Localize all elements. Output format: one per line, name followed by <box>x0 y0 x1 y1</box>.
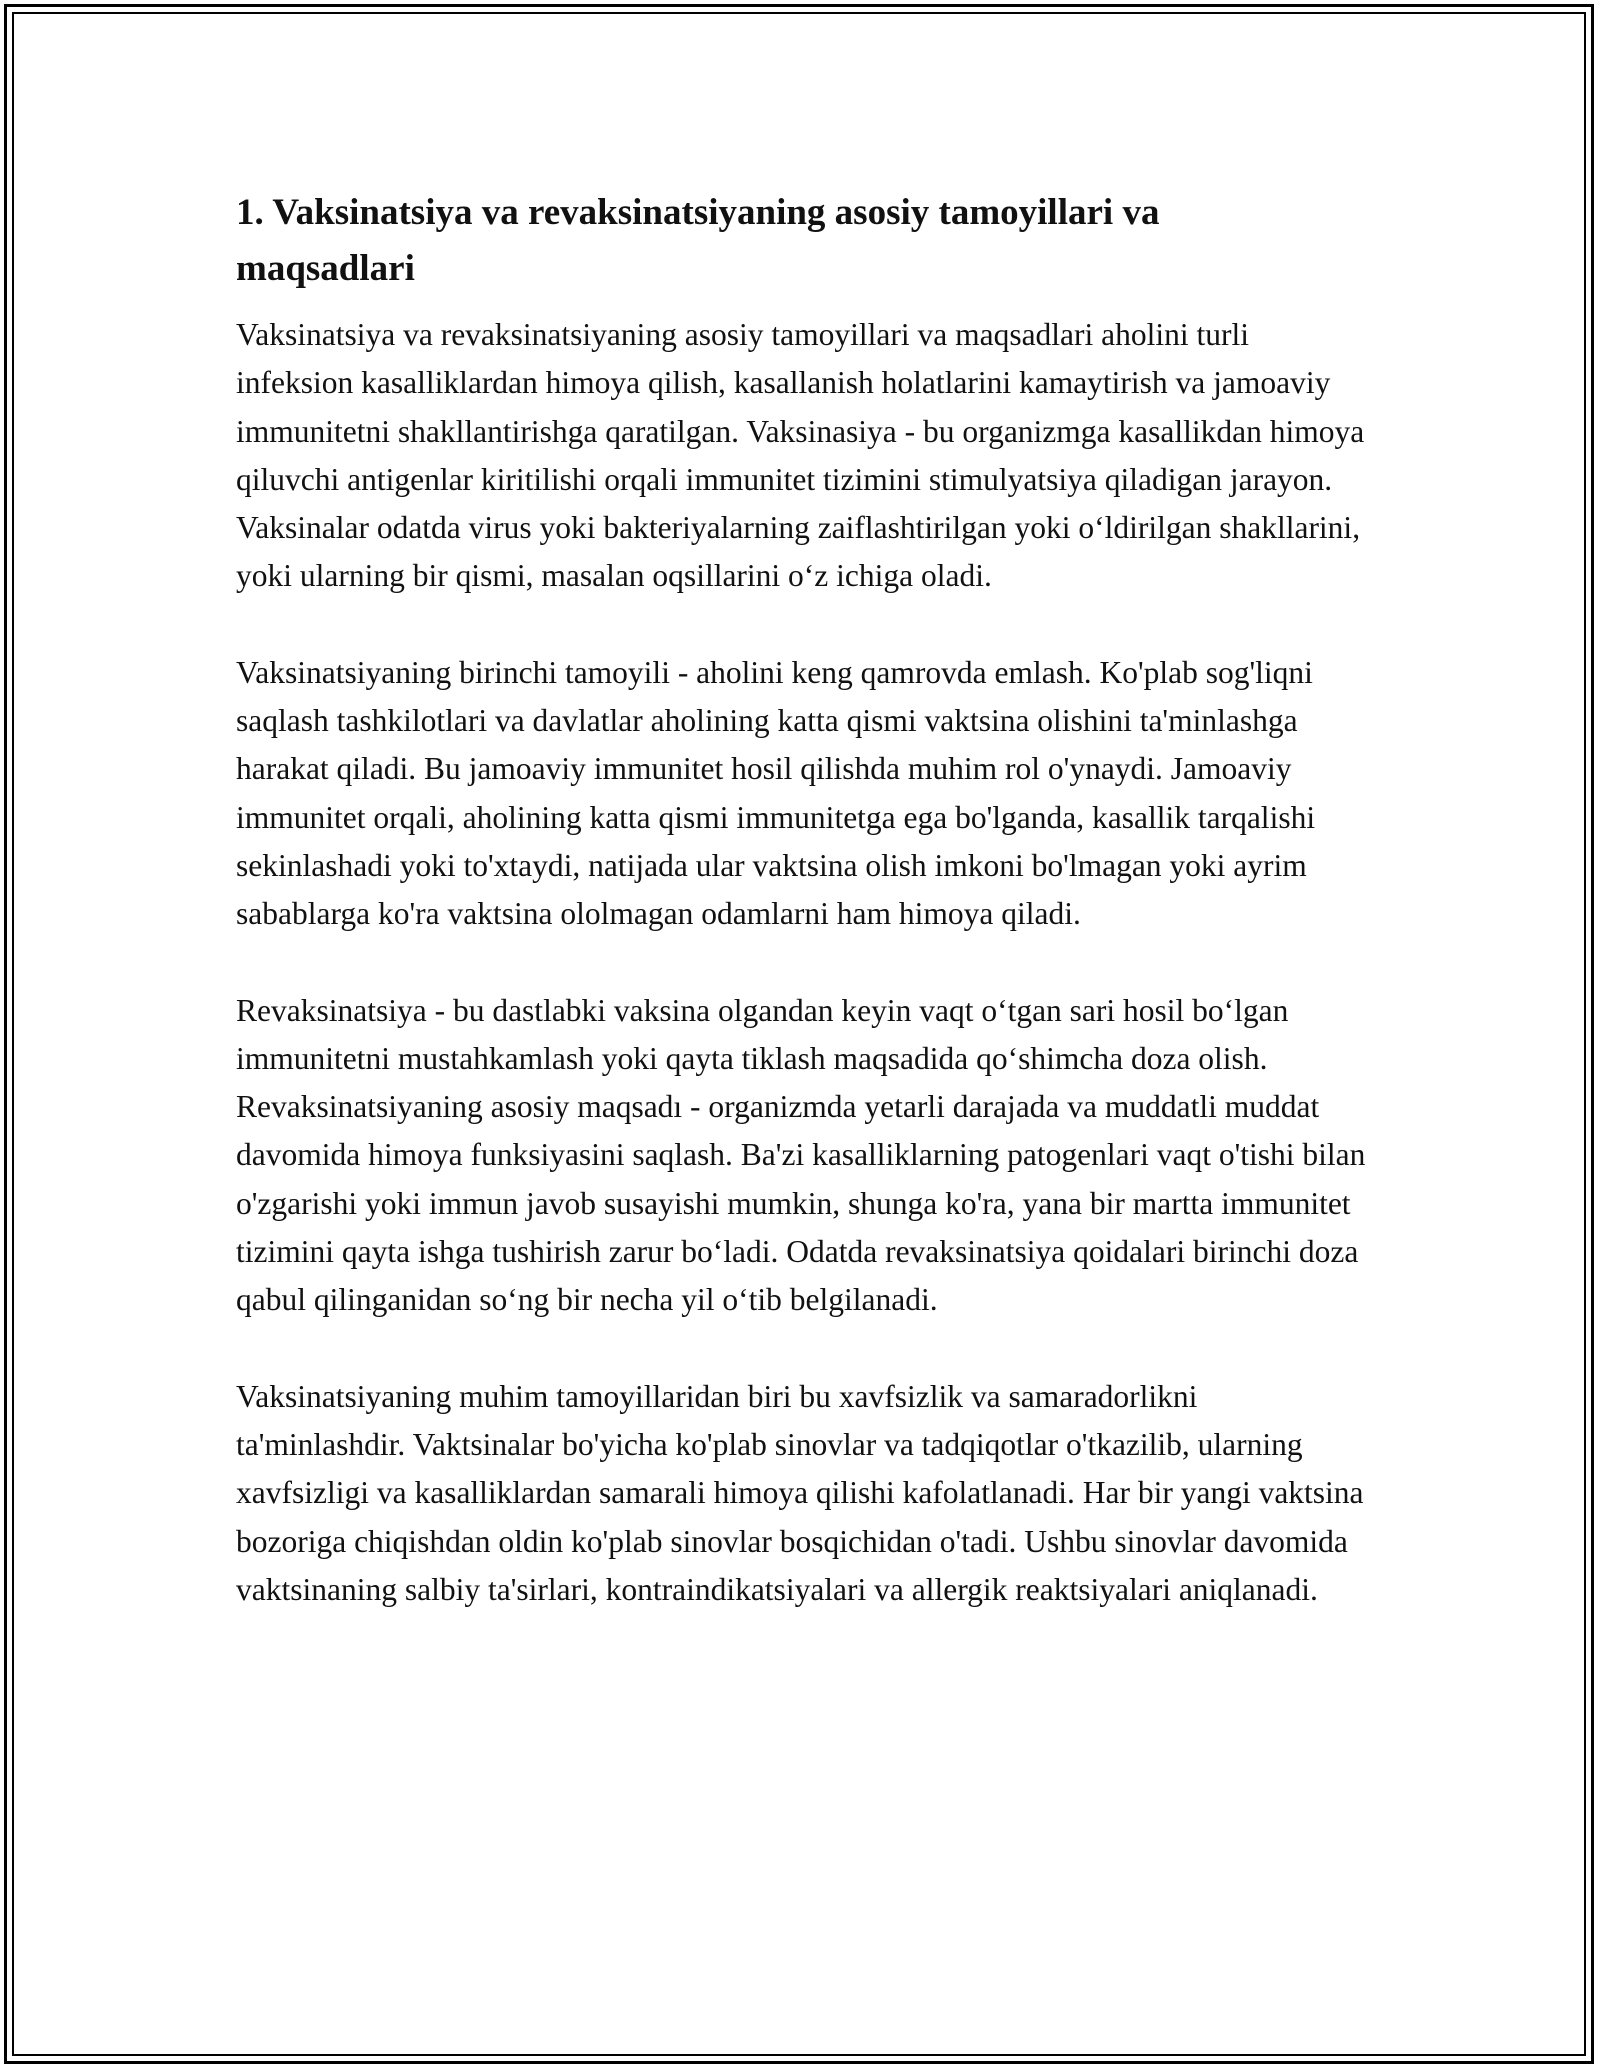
section-heading-line-2: maqsadlari <box>236 248 415 289</box>
document-body <box>236 185 1371 1614</box>
section-heading <box>236 185 1371 297</box>
paragraph-first-principle: Vaksinatsiyaning birinchi tamoyili - aholini keng qamrovda emlash. Ko'plab sog'liqni saqlash tashkilotlari va davlatlar aholining katta qismi vaktsina olishini ta'minlashga harakat qiladi. Bu jamoaviy immunitet hosil qilishda muhim rol o'ynaydi. Jamoaviy immunitet orqali, aholining katta qismi immunitetga ega bo'lganda, kasallik tarqalishi sekinlashadi yoki to'xtaydi, natijada ular vaktsina olish imkoni bo'lmagan yoki ayrim sabablarga ko'ra vaktsina ololmagan odamlarni ham himoya qiladi. <box>236 654 1316 932</box>
section-heading-line-1: 1. Vaksinatsiya va revaksinatsiyaning asosiy tamoyillari va <box>236 192 1160 233</box>
paragraph-revaccination: Revaksinatsiya - bu dastlabki vaksina olgandan keyin vaqt o‘tgan sari hosil bo‘lgan immunitetni mustahkamlash yoki qayta tiklash maqsadida qo‘shimcha doza olish. Revaksinatsiyaning asosiy maqsadı - organizmda yetarli darajada va muddatli muddat davomida himoya funksiyasini saqlash. Ba'zi kasalliklarning patogenlari vaqt o'tishi bilan o'zgarishi yoki immun javob susayishi mumkin, shunga ko'ra, yana bir martta immunitet tizimini qayta ishga tushirish zarur bo‘ladi. Odatda revaksinatsiya qoidalari birinchi doza qabul qilinganidan so‘ng bir necha yil o‘tib belgilanadi. <box>236 992 1366 1318</box>
paragraph-safety-efficacy: Vaksinatsiyaning muhim tamoyillaridan biri bu xavfsizlik va samaradorlikni ta'minlashdir. Vaktsinalar bo'yicha ko'plab sinovlar va tadqiqotlar o'tkazilib, ularning xavfsizligi va kasalliklardan samarali himoya qilishi kafolatlanadi. Har bir yangi vaktsina bozoriga chiqishdan oldin ko'plab sinovlar bosqichidan o'tadi. Ushbu sinovlar davomida vaktsinaning salbiy ta'sirlari, kontraindikatsiyalari va allergik reaktsiyalari aniqlanadi. <box>236 1378 1364 1607</box>
paragraph-vaccination-overview: Vaksinatsiya va revaksinatsiyaning asosiy tamoyillari va maqsadlari aholini turli infeksion kasalliklardan himoya qilish, kasallanish holatlarini kamaytirish va jamoaviy immunitetni shakllantirishga qaratilgan. Vaksinasiya - bu organizmga kasallikdan himoya qiluvchi antigenlar kiritilishi orqali immunitet tizimini stimulyatsiya qiladigan jarayon. Vaksinalar odatda virus yoki bakteriyalarning zaiflashtirilgan yoki o‘ldirilgan shakllarini, yoki ularning bir qismi, masalan oqsillarini o‘z ichiga oladi. <box>236 317 1365 594</box>
